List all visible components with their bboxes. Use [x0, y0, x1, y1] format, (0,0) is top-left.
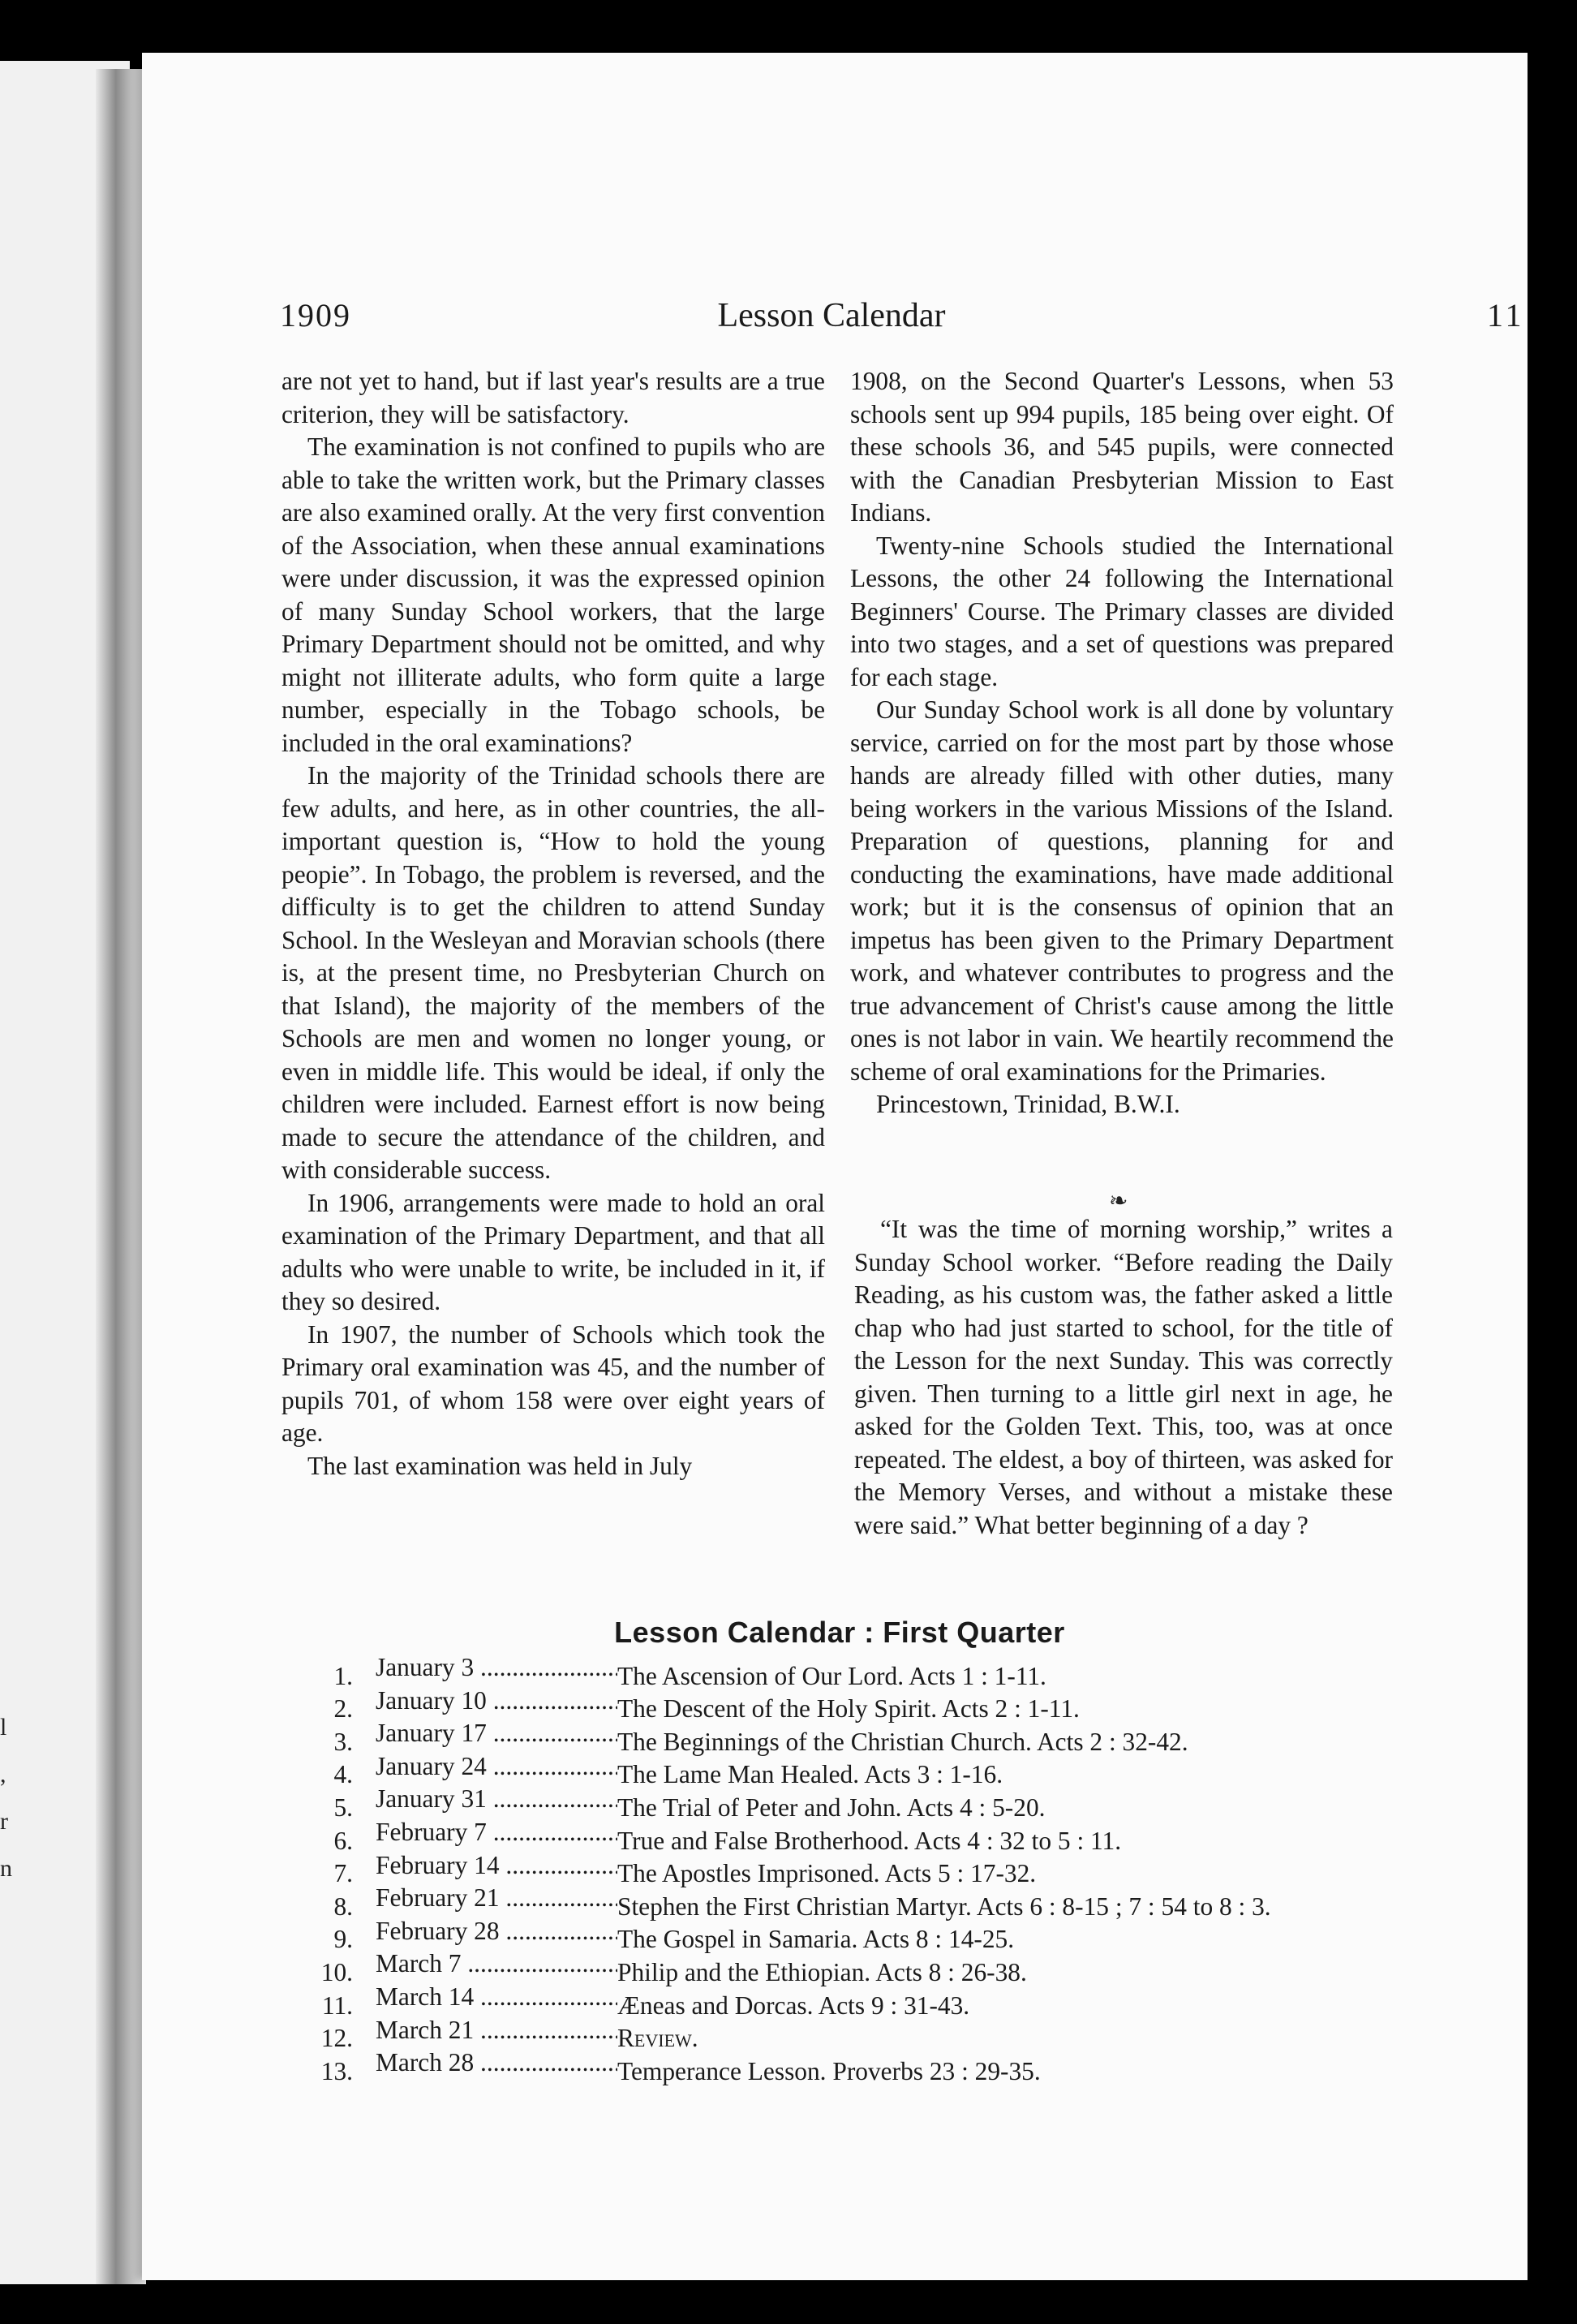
running-header	[280, 296, 1529, 345]
lesson-number: 7.	[333, 1859, 353, 1888]
lesson-date: March 14 .....	[376, 1981, 617, 2014]
lesson-title: The Apostles Imprisoned. Acts 5 : 17-32.	[617, 1859, 1037, 1888]
page-number: 11	[1487, 297, 1525, 334]
calendar-row	[296, 1651, 1271, 1690]
lesson-number: 9.	[333, 1925, 353, 1954]
paragraph: In 1907, the number of Schools which took the Primary oral examination was 45, and the number of pupils 701, of whom 158 were over eight years of age.	[281, 1319, 825, 1447]
lesson-date: February 7 .....	[376, 1816, 617, 1849]
lesson-date: January 24 .....	[376, 1750, 617, 1784]
paragraph: In the majority of the Trinidad schools there are few adults, and here, as in other countries, the all-important question is, “How to hold the young peopie”. In Tobago, the problem is reversed, and the difficulty is to get the children to attend Sunday School. In the Wesleyan and Moravian schools (there is, at the present time, no Presbyterian Church on that Island), the majority of the members of the Schools are men and women no longer young, or even in middle life. This would be ideal, if only the children were included. Earnest effort is now being made to secure the attendance of the children, and with considerable success.	[281, 761, 825, 1184]
calendar-row	[296, 1816, 1271, 1855]
paragraph: Our Sunday School work is all done by voluntary service, carried on for the most part by those whose hands are already filled with other duties, many being workers in the various Missions of the Island. Preparation of questions, planning for and conducting the examinations, have made additional work; but it is the consensus of opinion that an impetus has been given to the Primary Department work, and whatever contributes to progress and the true advancement of Christ's cause among the little ones is not labor in vain. We heartily recommend the scheme of oral examinations for the Primaries.	[850, 695, 1394, 1086]
page-gutter	[96, 69, 146, 2284]
lesson-title: Philip and the Ethiopian. Acts 8 : 26-38.	[617, 1957, 1027, 1986]
calendar-row	[296, 1947, 1271, 1986]
lesson-date: February 28 .....	[376, 1915, 617, 1948]
lesson-title: The Lame Man Healed. Acts 3 : 1-16.	[617, 1760, 1003, 1789]
lesson-number: 5.	[333, 1792, 353, 1822]
calendar-row	[296, 1849, 1271, 1888]
previous-page-edge-text: l , r n	[0, 1714, 12, 1882]
lesson-number: 6.	[333, 1826, 353, 1855]
lesson-title: Æneas and Dorcas. Acts 9 : 31-43.	[617, 1990, 970, 2020]
lesson-date: March 21 .....	[376, 2014, 617, 2047]
calendar-row	[296, 1882, 1271, 1921]
paragraph: 1908, on the Second Quarter's Lessons, when 53 schools sent up 994 pupils, 185 being over eight. Of these schools 36, and 545 pupils, were connected with the Canadian Presbyterian Mission to East Indians.	[850, 367, 1394, 527]
right-column-quote	[854, 1213, 1393, 1542]
paragraph: Twenty-nine Schools studied the International Lessons, the other 24 following the International Beginners' Course. The Primary classes are divided into two stages, and a set of questions was prepared for each stage.	[850, 531, 1394, 691]
lesson-number: 2.	[333, 1694, 353, 1724]
lesson-title: Stephen the First Christian Martyr. Acts 6 : 8-15 ; 7 : 54 to 8 : 3.	[617, 1891, 1271, 1921]
section-ornament: ❧	[1109, 1189, 1128, 1214]
lesson-number: 12.	[320, 2024, 353, 2053]
lesson-number: 13.	[320, 2056, 353, 2085]
lesson-number: 10.	[320, 1957, 353, 1986]
calendar-row	[296, 1685, 1271, 1724]
left-column	[281, 365, 825, 1483]
lesson-date: January 10 .....	[376, 1685, 617, 1718]
lesson-date: January 31 .....	[376, 1783, 617, 1816]
lesson-title: The Trial of Peter and John. Acts 4 : 5-20.	[617, 1792, 1046, 1822]
right-column	[850, 365, 1394, 1121]
header-year: 1909	[280, 297, 351, 334]
lesson-number: 4.	[333, 1760, 353, 1789]
calendar-row	[296, 1783, 1271, 1822]
lesson-title: The Descent of the Holy Spirit. Acts 2 : 1-11.	[617, 1694, 1080, 1724]
paragraph: In 1906, arrangements were made to hold an oral examination of the Primary Department, and that all adults who were unable to write, be included in it, if they so desired.	[281, 1188, 825, 1315]
lesson-date: February 21 .....	[376, 1882, 617, 1915]
calendar-row	[296, 1981, 1271, 2020]
lesson-date: March 28 .....	[376, 2046, 617, 2080]
lesson-title: Temperance Lesson. Proverbs 23 : 29-35.	[617, 2056, 1041, 2085]
lesson-title: True and False Brotherhood. Acts 4 : 32 to 5 : 11.	[617, 1826, 1122, 1855]
lesson-date: March 7 .....	[376, 1947, 617, 1981]
paragraph: “It was the time of morning worship,” writes a Sunday School worker. “Before reading the Daily Reading, as his custom was, the father asked a little chap who had just started to school, for the title of the Lesson for the next Sunday. This was correctly given. Then turning to a little girl next in age, he asked for the Golden Text. This, too, was at once repeated. The eldest, a boy of thirteen, was asked for the Memory Verses, and without a mistake these were said.” What better beginning of a day ?	[854, 1215, 1393, 1539]
calendar-row	[296, 2046, 1271, 2085]
book-page	[142, 53, 1528, 2280]
lesson-title: The Ascension of Our Lord. Acts 1 : 1-11.	[617, 1661, 1046, 1690]
lesson-title: The Gospel in Samaria. Acts 8 : 14-25.	[617, 1925, 1015, 1954]
paragraph: The examination is not confined to pupils who are able to take the written work, but the Primary classes are also examined orally. At the very first convention of the Association, when these annual examinations were under discussion, it was the expressed opinion of many Sunday School workers, that the large Primary Department should not be omitted, and why might not illiterate adults, who form quite a large number, especially in the Tobago schools, be included in the oral examinations?	[281, 433, 825, 757]
paragraph: The last examination was held in July	[307, 1451, 693, 1480]
paragraph: are not yet to hand, but if last year's results are a true criterion, they will be satisfactory.	[281, 367, 825, 428]
lesson-date: February 14 .....	[376, 1849, 617, 1883]
calendar-title: Lesson Calendar : First Quarter	[614, 1616, 1065, 1649]
lesson-title: The Beginnings of the Christian Church. Acts 2 : 32-42.	[617, 1727, 1188, 1756]
lesson-number: 11.	[321, 1990, 353, 2020]
lesson-calendar-list	[296, 1651, 1271, 2085]
lesson-number: 1.	[333, 1661, 353, 1690]
lesson-number: 3.	[333, 1727, 353, 1756]
lesson-date: January 3 .....	[376, 1651, 617, 1685]
header-title: Lesson Calendar	[717, 297, 946, 334]
lesson-title: Review.	[617, 2024, 698, 2053]
lesson-number: 8.	[333, 1891, 353, 1921]
lesson-date: January 17 .....	[376, 1717, 617, 1750]
calendar-row	[296, 1717, 1271, 1756]
signature-line: Princestown, Trinidad, B.W.I.	[876, 1090, 1180, 1118]
